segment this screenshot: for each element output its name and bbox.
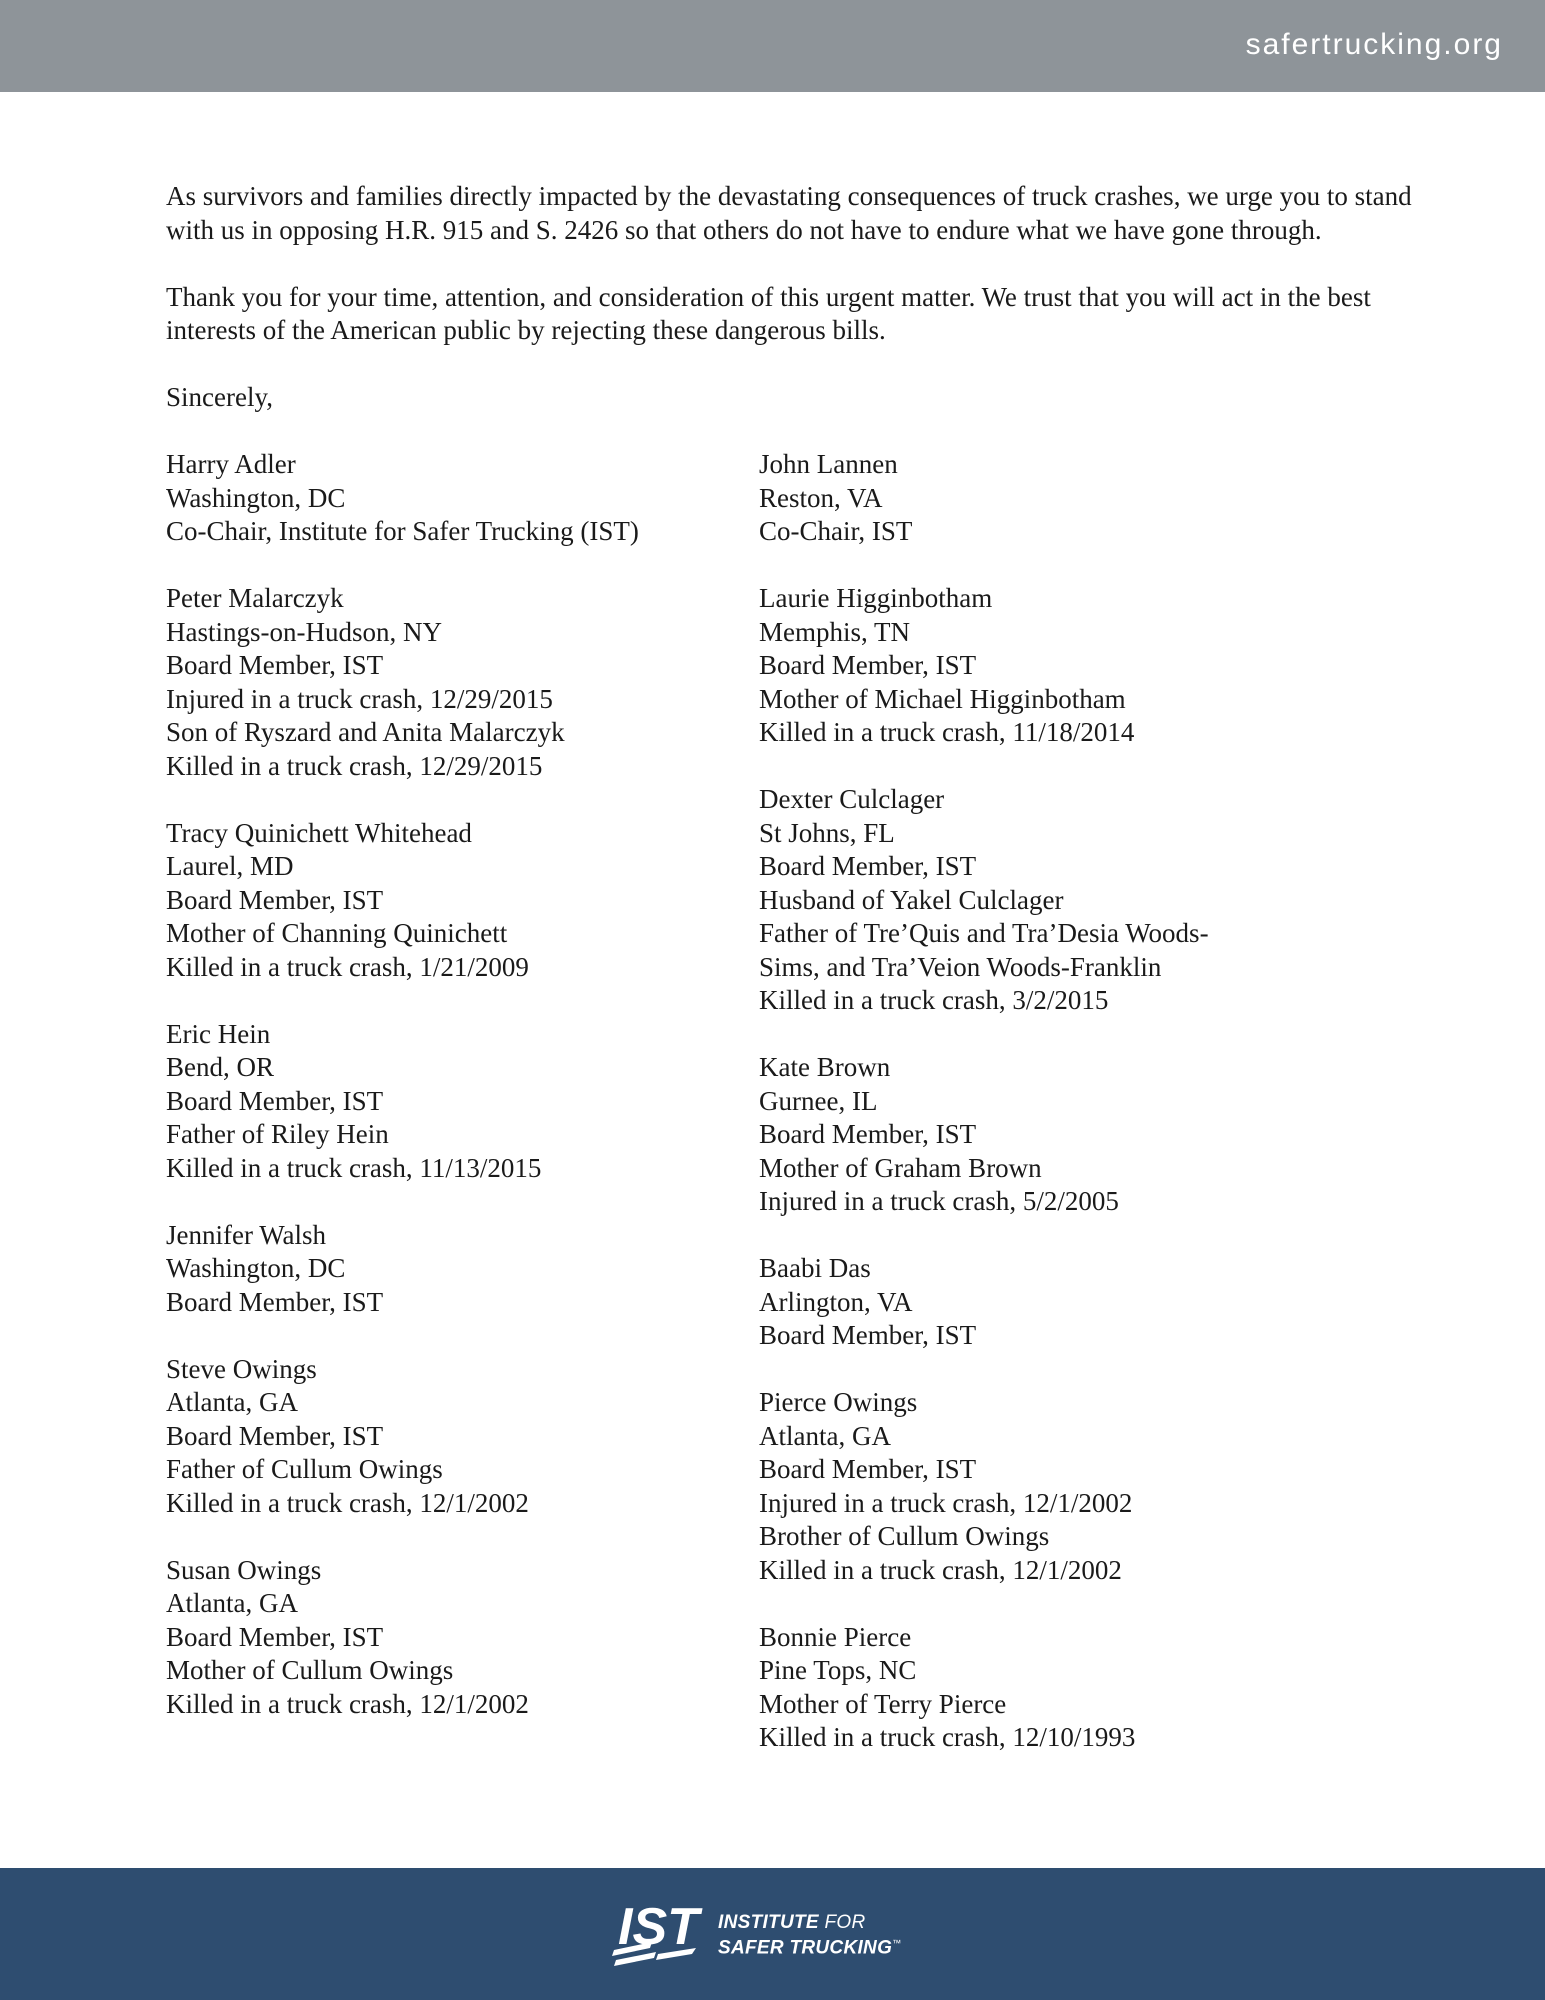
signatory-detail: Killed in a truck crash, 3/2/2015 <box>759 985 1109 1015</box>
ist-logo <box>612 1898 932 1970</box>
signatory-name: Pierce Owings <box>759 1387 918 1417</box>
signatory-name: Susan Owings <box>166 1554 322 1585</box>
footer-banner <box>0 1868 1545 2000</box>
signatory-name: Bonnie Pierce <box>759 1621 912 1652</box>
signatory-detail: Brother of Cullum Owings <box>759 1521 1050 1551</box>
signatory-detail: Hastings-on-Hudson, NY <box>166 616 442 647</box>
signatory-detail: Memphis, TN <box>759 616 911 647</box>
signatory-detail: Board Member, IST <box>759 1320 977 1350</box>
signatory-name: Kate Brown <box>759 1052 891 1082</box>
signatory-detail: Sims, and Tra’Veion Woods-Franklin <box>759 951 1162 982</box>
logo-mark-text: IST <box>618 1898 699 1956</box>
signatories-left-column <box>166 448 746 1755</box>
signatory-detail: Killed in a truck crash, 11/13/2015 <box>166 1152 542 1183</box>
logo-line2: SAFER TRUCKING <box>718 1937 893 1959</box>
signatory-detail: Pine Tops, NC <box>759 1655 917 1685</box>
signatory-block <box>166 817 746 985</box>
signatory-detail: Father of Tre’Quis and Tra’Desia Woods- <box>759 918 1209 948</box>
signatory-name: Tracy Quinichett Whitehead <box>166 817 472 848</box>
signatory-block <box>166 582 746 783</box>
signatory-detail: Husband of Yakel Culclager <box>759 884 1064 915</box>
top-banner <box>0 0 1545 92</box>
signatory-detail: Gurnee, IL <box>759 1085 878 1116</box>
signatory-detail: Mother of Cullum Owings <box>166 1655 454 1685</box>
signatory-detail: Mother of Terry Pierce <box>759 1688 1007 1719</box>
signatory-name: Baabi Das <box>759 1253 871 1283</box>
signatory-detail: Injured in a truck crash, 5/2/2005 <box>759 1186 1119 1216</box>
signatory-block <box>759 1252 1379 1353</box>
letter-paragraph: Thank you for your time, attention, and consideration of this urgent matter. We trust that you will act in the best interests of the American public by rejecting these dangerous bills. <box>166 281 1371 345</box>
signatory-detail: St Johns, FL <box>759 817 895 848</box>
signatory-detail: Killed in a truck crash, 12/1/2002 <box>759 1554 1122 1585</box>
letter-paragraph: As survivors and families directly impacted by the devastating consequences of truck crashes, we urge you to stand with us in opposing H.R. 915 and S. 2426 so that others do not have to endure what we have gone through. <box>166 181 1412 245</box>
logo-wordmark <box>718 1912 901 1958</box>
signatory-detail: Board Member, IST <box>166 1420 384 1451</box>
signatory-detail: Board Member, IST <box>166 884 384 915</box>
signatory-block <box>166 1353 746 1521</box>
signatory-detail: Atlanta, GA <box>166 1588 298 1618</box>
signatory-block <box>759 1621 1379 1755</box>
signatory-detail: Co-Chair, Institute for Safer Trucking (IST) <box>166 516 639 546</box>
signatory-detail: Board Member, IST <box>166 1621 384 1652</box>
signatory-name: Jennifer Walsh <box>166 1219 327 1250</box>
signatory-detail: Killed in a truck crash, 12/1/2002 <box>166 1487 529 1518</box>
logo-line1-bold: INSTITUTE <box>718 1912 819 1933</box>
signatory-detail: Mother of Channing Quinichett <box>166 918 508 948</box>
signatory-detail: Board Member, IST <box>166 1085 384 1116</box>
signatory-detail: Atlanta, GA <box>759 1420 891 1451</box>
signatory-detail: Board Member, IST <box>759 1119 977 1149</box>
signatory-detail: Son of Ryszard and Anita Malarczyk <box>166 717 565 747</box>
signatory-detail: Board Member, IST <box>759 851 977 881</box>
signatory-block <box>166 448 746 549</box>
signatory-block <box>166 1018 746 1186</box>
signatory-detail: Atlanta, GA <box>166 1387 298 1417</box>
signatory-detail: Washington, DC <box>166 1253 346 1283</box>
signatory-name: John Lannen <box>759 449 898 479</box>
signatory-name: Dexter Culclager <box>759 784 945 814</box>
signatory-detail: Board Member, IST <box>166 650 384 680</box>
signatory-detail: Laurel, MD <box>166 851 294 881</box>
signatory-detail: Injured in a truck crash, 12/29/2015 <box>166 683 553 714</box>
signatory-detail: Injured in a truck crash, 12/1/2002 <box>759 1487 1133 1518</box>
signatory-detail: Board Member, IST <box>759 1454 977 1484</box>
signatory-name: Laurie Higginbotham <box>759 583 993 613</box>
letter-closing: Sincerely, <box>166 382 273 412</box>
signatory-detail: Father of Riley Hein <box>166 1119 389 1149</box>
signatory-detail: Board Member, IST <box>166 1286 384 1317</box>
ist-logo-mark-icon <box>612 1898 708 1970</box>
signatory-detail: Arlington, VA <box>759 1286 913 1317</box>
signatory-name: Harry Adler <box>166 449 296 479</box>
signatory-block <box>759 783 1379 1018</box>
signatory-detail: Killed in a truck crash, 12/29/2015 <box>166 750 543 781</box>
signatory-block <box>759 1386 1379 1587</box>
signatory-detail: Mother of Graham Brown <box>759 1152 1042 1183</box>
signatory-detail: Board Member, IST <box>759 650 977 680</box>
logo-line1-light: FOR <box>818 1912 866 1933</box>
logo-trademark: ™ <box>892 1938 902 1948</box>
signatory-detail: Killed in a truck crash, 11/18/2014 <box>759 717 1135 747</box>
signatory-detail: Mother of Michael Higginbotham <box>759 683 1126 714</box>
signatory-block <box>166 1554 746 1722</box>
signatory-name: Peter Malarczyk <box>166 583 344 613</box>
signatory-block <box>759 1051 1379 1219</box>
signatory-detail: Killed in a truck crash, 1/21/2009 <box>166 951 529 982</box>
signatory-detail: Killed in a truck crash, 12/10/1993 <box>759 1722 1136 1752</box>
signatory-name: Steve Owings <box>166 1353 317 1384</box>
letter-body <box>166 180 1416 1752</box>
signatories-right-column <box>759 448 1379 1788</box>
signatory-detail: Killed in a truck crash, 12/1/2002 <box>166 1688 529 1719</box>
signatory-detail: Co-Chair, IST <box>759 516 913 546</box>
signatory-block <box>759 448 1379 549</box>
signatory-block <box>166 1219 746 1320</box>
signatory-detail: Father of Cullum Owings <box>166 1454 443 1484</box>
signatory-detail: Washington, DC <box>166 482 346 513</box>
site-url-link[interactable]: safertrucking.org <box>1245 28 1503 61</box>
signatory-detail: Bend, OR <box>166 1052 274 1082</box>
signatory-detail: Reston, VA <box>759 482 883 513</box>
signatory-block <box>759 582 1379 750</box>
signatory-name: Eric Hein <box>166 1018 271 1049</box>
